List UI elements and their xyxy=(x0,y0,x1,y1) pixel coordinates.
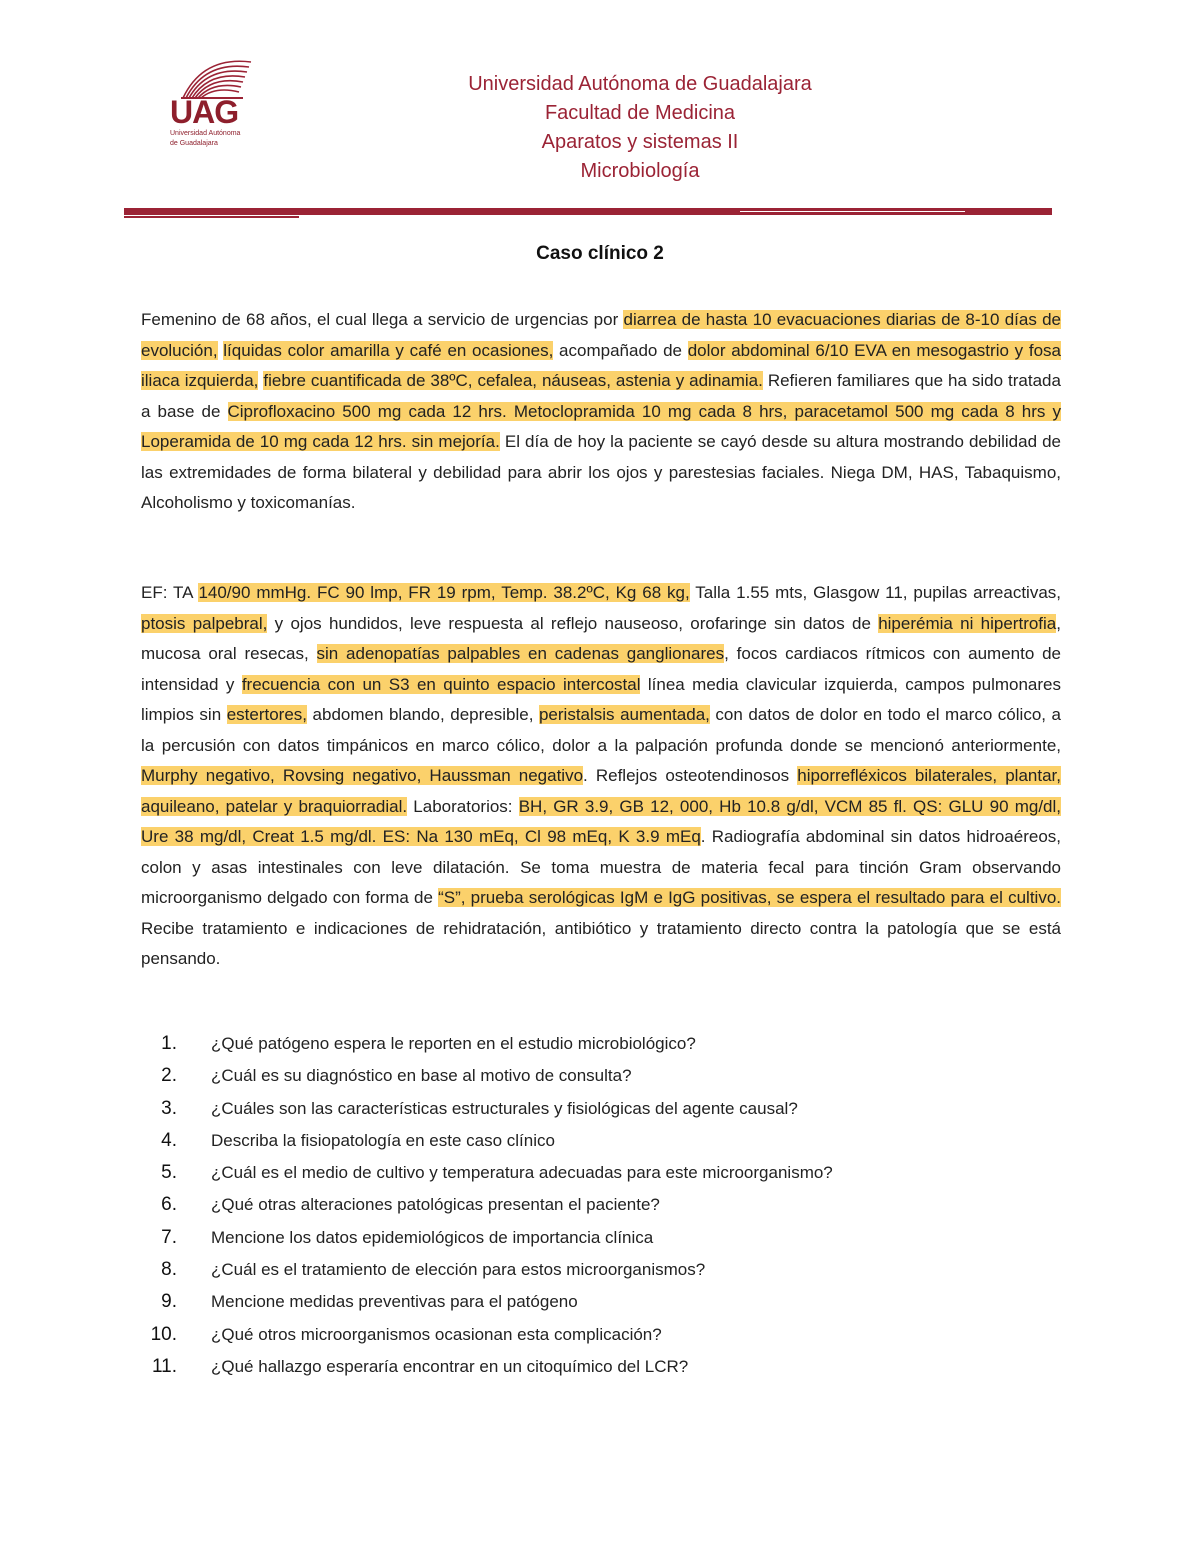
highlighted-text: fiebre cuantificada de 38ºC, cefalea, náuseas, astenia y adinamia. xyxy=(263,371,763,390)
highlighted-text: hiporrefléxicos bilaterales, plantar, aquileano, patelar y braquiorradial. xyxy=(141,766,1061,816)
header-divider-accent-left xyxy=(124,216,299,218)
highlighted-text: Murphy negativo, Rovsing negativo, Haussman negativo xyxy=(141,766,584,785)
text-segment: . Radiografía abdominal sin datos hidroaéreos, colon y asas intestinales con leve dilatación. Se toma muestra de materia fecal para tinción Gram observando microorganismo delgado con forma de xyxy=(141,827,1061,907)
text-segment: Laboratorios: xyxy=(407,796,519,816)
question-text: ¿Cuál es el medio de cultivo y temperatura adecuadas para este microorganismo? xyxy=(211,1163,833,1183)
text-segment: EF: TA xyxy=(141,583,199,602)
case-paragraph-history xyxy=(141,305,1061,519)
question-number: 1. xyxy=(161,1033,177,1054)
text-segment: Refieren familiares que ha sido tratada a base de xyxy=(141,371,1061,421)
highlighted-text: hiperémia ni hipertrofia xyxy=(878,613,1057,633)
question-number: 6. xyxy=(161,1194,177,1216)
logo-subtitle-2: de Guadalajara xyxy=(170,140,218,147)
question-text: ¿Cuáles son las características estructurales y fisiológicas del agente causal? xyxy=(211,1098,798,1118)
question-item xyxy=(141,1130,1081,1162)
document-header xyxy=(300,70,980,186)
highlighted-text: estertores, xyxy=(226,705,308,724)
highlighted-text: BH, GR 3.9, GB 12, 000, Hb 10.8 g/dl, VCM 85 fl. QS: GLU 90 mg/dl, Ure 38 mg/dl, Creat 1.5 mg/dl. ES: Na 130 mEq, Cl 98 mEq, K 3.9 mEq xyxy=(141,796,1061,846)
questions-list xyxy=(141,1033,1081,1388)
question-number: 2. xyxy=(161,1065,177,1087)
text-segment: Talla 1.55 mts, Glasgow 11, pupilas arreactivas, xyxy=(689,583,1061,602)
question-item xyxy=(141,1162,1081,1194)
question-item xyxy=(141,1324,1081,1356)
text-segment: acompañado de xyxy=(553,340,688,360)
highlighted-text: frecuencia con un S3 en quinto espacio intercostal xyxy=(241,674,641,694)
text-segment: . Reflejos osteotendinosos xyxy=(583,766,798,785)
text-segment: Recibe tratamiento e indicaciones de rehidratación, antibiótico y tratamiento directo contra la patología que se está pensando. xyxy=(141,918,1061,968)
case-title: Caso clínico 2 xyxy=(536,243,664,264)
text-segment: Femenino de 68 años, el cual llega a servicio de urgencias por xyxy=(141,310,624,329)
question-number: 8. xyxy=(161,1259,177,1281)
question-text: ¿Cuál es su diagnóstico en base al motivo de consulta? xyxy=(211,1066,632,1086)
question-number: 7. xyxy=(161,1226,177,1248)
highlighted-text: “S”, prueba serológicas IgM e IgG positivas, se espera el resultado para el cultivo. xyxy=(438,888,1062,907)
question-text: ¿Qué otros microorganismos ocasionan esta complicación? xyxy=(211,1324,662,1344)
highlighted-text: dolor abdominal 6/10 EVA en mesogastrio y fosa iliaca izquierda, xyxy=(141,340,1061,390)
question-text: ¿Qué otras alteraciones patológicas presentan el paciente? xyxy=(211,1195,660,1215)
text-segment: , mucosa oral resecas, xyxy=(141,613,1061,663)
question-item xyxy=(141,1227,1081,1259)
question-item xyxy=(141,1194,1081,1226)
question-text: Describa la fisiopatología en este caso clínico xyxy=(211,1130,555,1150)
question-text: ¿Qué hallazgo esperaría encontrar en un citoquímico del LCR? xyxy=(211,1356,689,1376)
highlighted-text: diarrea de hasta 10 evacuaciones diarias de 8-10 días de evolución, xyxy=(141,310,1061,360)
highlighted-text: 140/90 mmHg. FC 90 lmp, FR 19 rpm, Temp. 38.2ºC, Kg 68 kg, xyxy=(198,583,690,602)
question-item xyxy=(141,1259,1081,1291)
question-item xyxy=(141,1065,1081,1097)
highlighted-text: líquidas color amarilla y café en ocasiones, xyxy=(223,340,554,360)
question-item xyxy=(141,1291,1081,1323)
highlighted-text: Ciprofloxacino 500 mg cada 12 hrs. Metoclopramida 10 mg cada 8 hrs, paracetamol 500 mg cada 8 hrs y Loperamida de 10 mg cada 12 hrs. sin mejoría. xyxy=(141,401,1061,451)
text-segment: , focos cardiacos rítmicos con aumento de intensidad y xyxy=(141,644,1061,694)
question-number: 10. xyxy=(150,1323,177,1345)
logo-letters: UAG xyxy=(170,94,239,130)
text-segment: abdomen blando, depresible, xyxy=(307,705,539,724)
case-paragraph-exam xyxy=(141,578,1061,975)
uag-logo xyxy=(170,96,260,148)
question-number: 3. xyxy=(161,1097,177,1119)
highlighted-text: ptosis palpebral, xyxy=(141,613,268,633)
question-item xyxy=(141,1356,1081,1388)
university-name: Universidad Autónoma de Guadalajara xyxy=(468,73,812,95)
question-number: 9. xyxy=(161,1291,177,1313)
faculty-name: Facultad de Medicina xyxy=(544,102,736,124)
text-segment: línea media clavicular izquierda, campos pulmonares limpios sin xyxy=(141,674,1061,724)
logo-subtitle-1: Universidad Autónoma xyxy=(170,130,241,137)
question-number: 11. xyxy=(151,1355,177,1377)
text-segment: y ojos hundidos, leve respuesta al reflejo nauseoso, orofaringe sin datos de xyxy=(267,613,879,633)
question-text: ¿Qué patógeno espera le reporten en el estudio microbiológico? xyxy=(211,1034,696,1053)
question-text: Mencione los datos epidemiológicos de importancia clínica xyxy=(211,1227,654,1247)
question-item xyxy=(141,1033,1081,1065)
subject-name: Microbiología xyxy=(580,160,700,182)
text-segment: El día de hoy la paciente se cayó desde su altura mostrando debilidad de las extremidades de forma bilateral y debilidad para abrir los ojos y parestesias faciales. Niega DM, HAS, Tabaquismo, Alcoholismo y toxicomanías. xyxy=(141,432,1061,512)
highlighted-text: peristalsis aumentada, xyxy=(538,705,710,724)
question-number: 4. xyxy=(161,1129,177,1151)
question-number: 5. xyxy=(161,1162,177,1184)
header-divider-accent-right xyxy=(740,211,965,212)
course-name: Aparatos y sistemas II xyxy=(541,131,739,153)
question-text: ¿Cuál es el tratamiento de elección para estos microorganismos? xyxy=(211,1260,706,1280)
text-segment: con datos de dolor en todo el marco cólico, a la percusión con datos timpánicos en marco cólico, dolor a la palpación profunda donde se mencionó anteriormente, xyxy=(141,705,1061,755)
question-text: Mencione medidas preventivas para el patógeno xyxy=(211,1292,578,1312)
question-item xyxy=(141,1098,1081,1130)
highlighted-text: sin adenopatías palpables en cadenas ganglionares xyxy=(316,644,725,663)
